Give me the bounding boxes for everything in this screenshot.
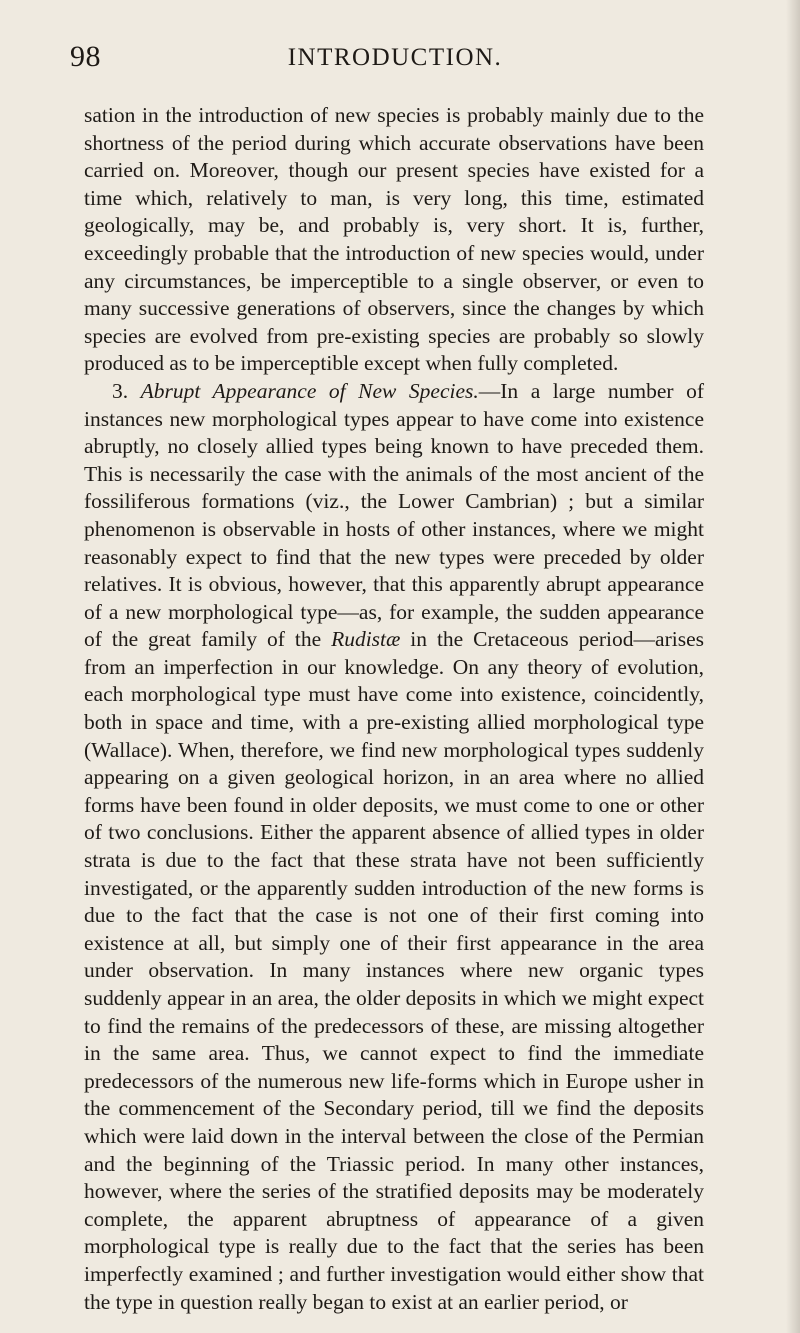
page-header [70,40,720,80]
section-abrupt-appearance [84,378,704,1316]
page-edge-shadow [786,0,800,1333]
body-text [84,102,704,1316]
running-head: INTRODUCTION. [287,44,503,71]
section-heading: Abrupt Appearance of New Species. [140,378,479,403]
taxon-name: Rudistæ [331,627,401,652]
section-text-part-2: in the Cretaceous period—arises from an imperfection in our knowledge. On any theory of evolution, each morphological type must have come into existence, coincidently, both in space and time, with a pre-existing allied morphological type (Wallace). When, therefore, we find new morphological types suddenly appearing on a given geological horizon, in an area where no allied forms have been found in older deposits, we must come to one or other of two conclusions. Either the apparent absence of allied types in older strata is due to the fact that these strata have not been sufficiently investigated, or the apparently sudden introduction of the new forms is due to the fact that the case is not one of their first coming into existence at all, but simply one of their first appearance in the area under observation. In many instances where new organic types suddenly appear in an area, the older deposits in which we might expect to find the remains of the predecessors of these, are missing altogether in the same area. Thus, we cannot expect to find the immediate predecessors of the numerous new life-forms which in Europe usher in the commencement of the Secondary period, till we find the deposits which were laid down in the interval between the close of the Permian and the beginning of the Triassic period. In many other instances, however, where the series of the stratified deposits may be moderately complete, the apparent abruptness of appearance of a given morphological type is really due to the fact that the series has been imperfectly examined ; and further investigation would either show that the type in question really began to exist at an earlier period, or [84,627,704,1314]
paragraph-continuation: sation in the introduction of new species is probably mainly due to the shortness of the period during which accurate observations have been carried on. Moreover, though our present species have existed for a time which, relatively to man, is very long, this time, estimated geologically, may be, and probably is, very short. It is, further, exceedingly probable that the introduction of new species would, under any circumstances, be imperceptible to a single observer, or even to many successive generations of observers, since the changes by which species are evolved from pre-existing species are probably so slowly produced as to be imperceptible except when fully completed. [84,103,704,376]
section-text-part-1: —In a large number of instances new morphological types appear to have come into existence abruptly, no closely allied types being known to have preceded them. This is necessarily the case with the animals of the most ancient of the fossiliferous formations (viz., the Lower Cambrian) ; but a similar phenomenon is observable in hosts of other instances, where we might reasonably expect to find that the new types were preceded by older relatives. It is obvious, however, that this apparently abrupt appearance of a new morphological type—as, for example, the sudden appearance of the great family of the [84,378,704,652]
page-number: 98 [70,40,101,73]
section-number: 3. [112,378,129,403]
